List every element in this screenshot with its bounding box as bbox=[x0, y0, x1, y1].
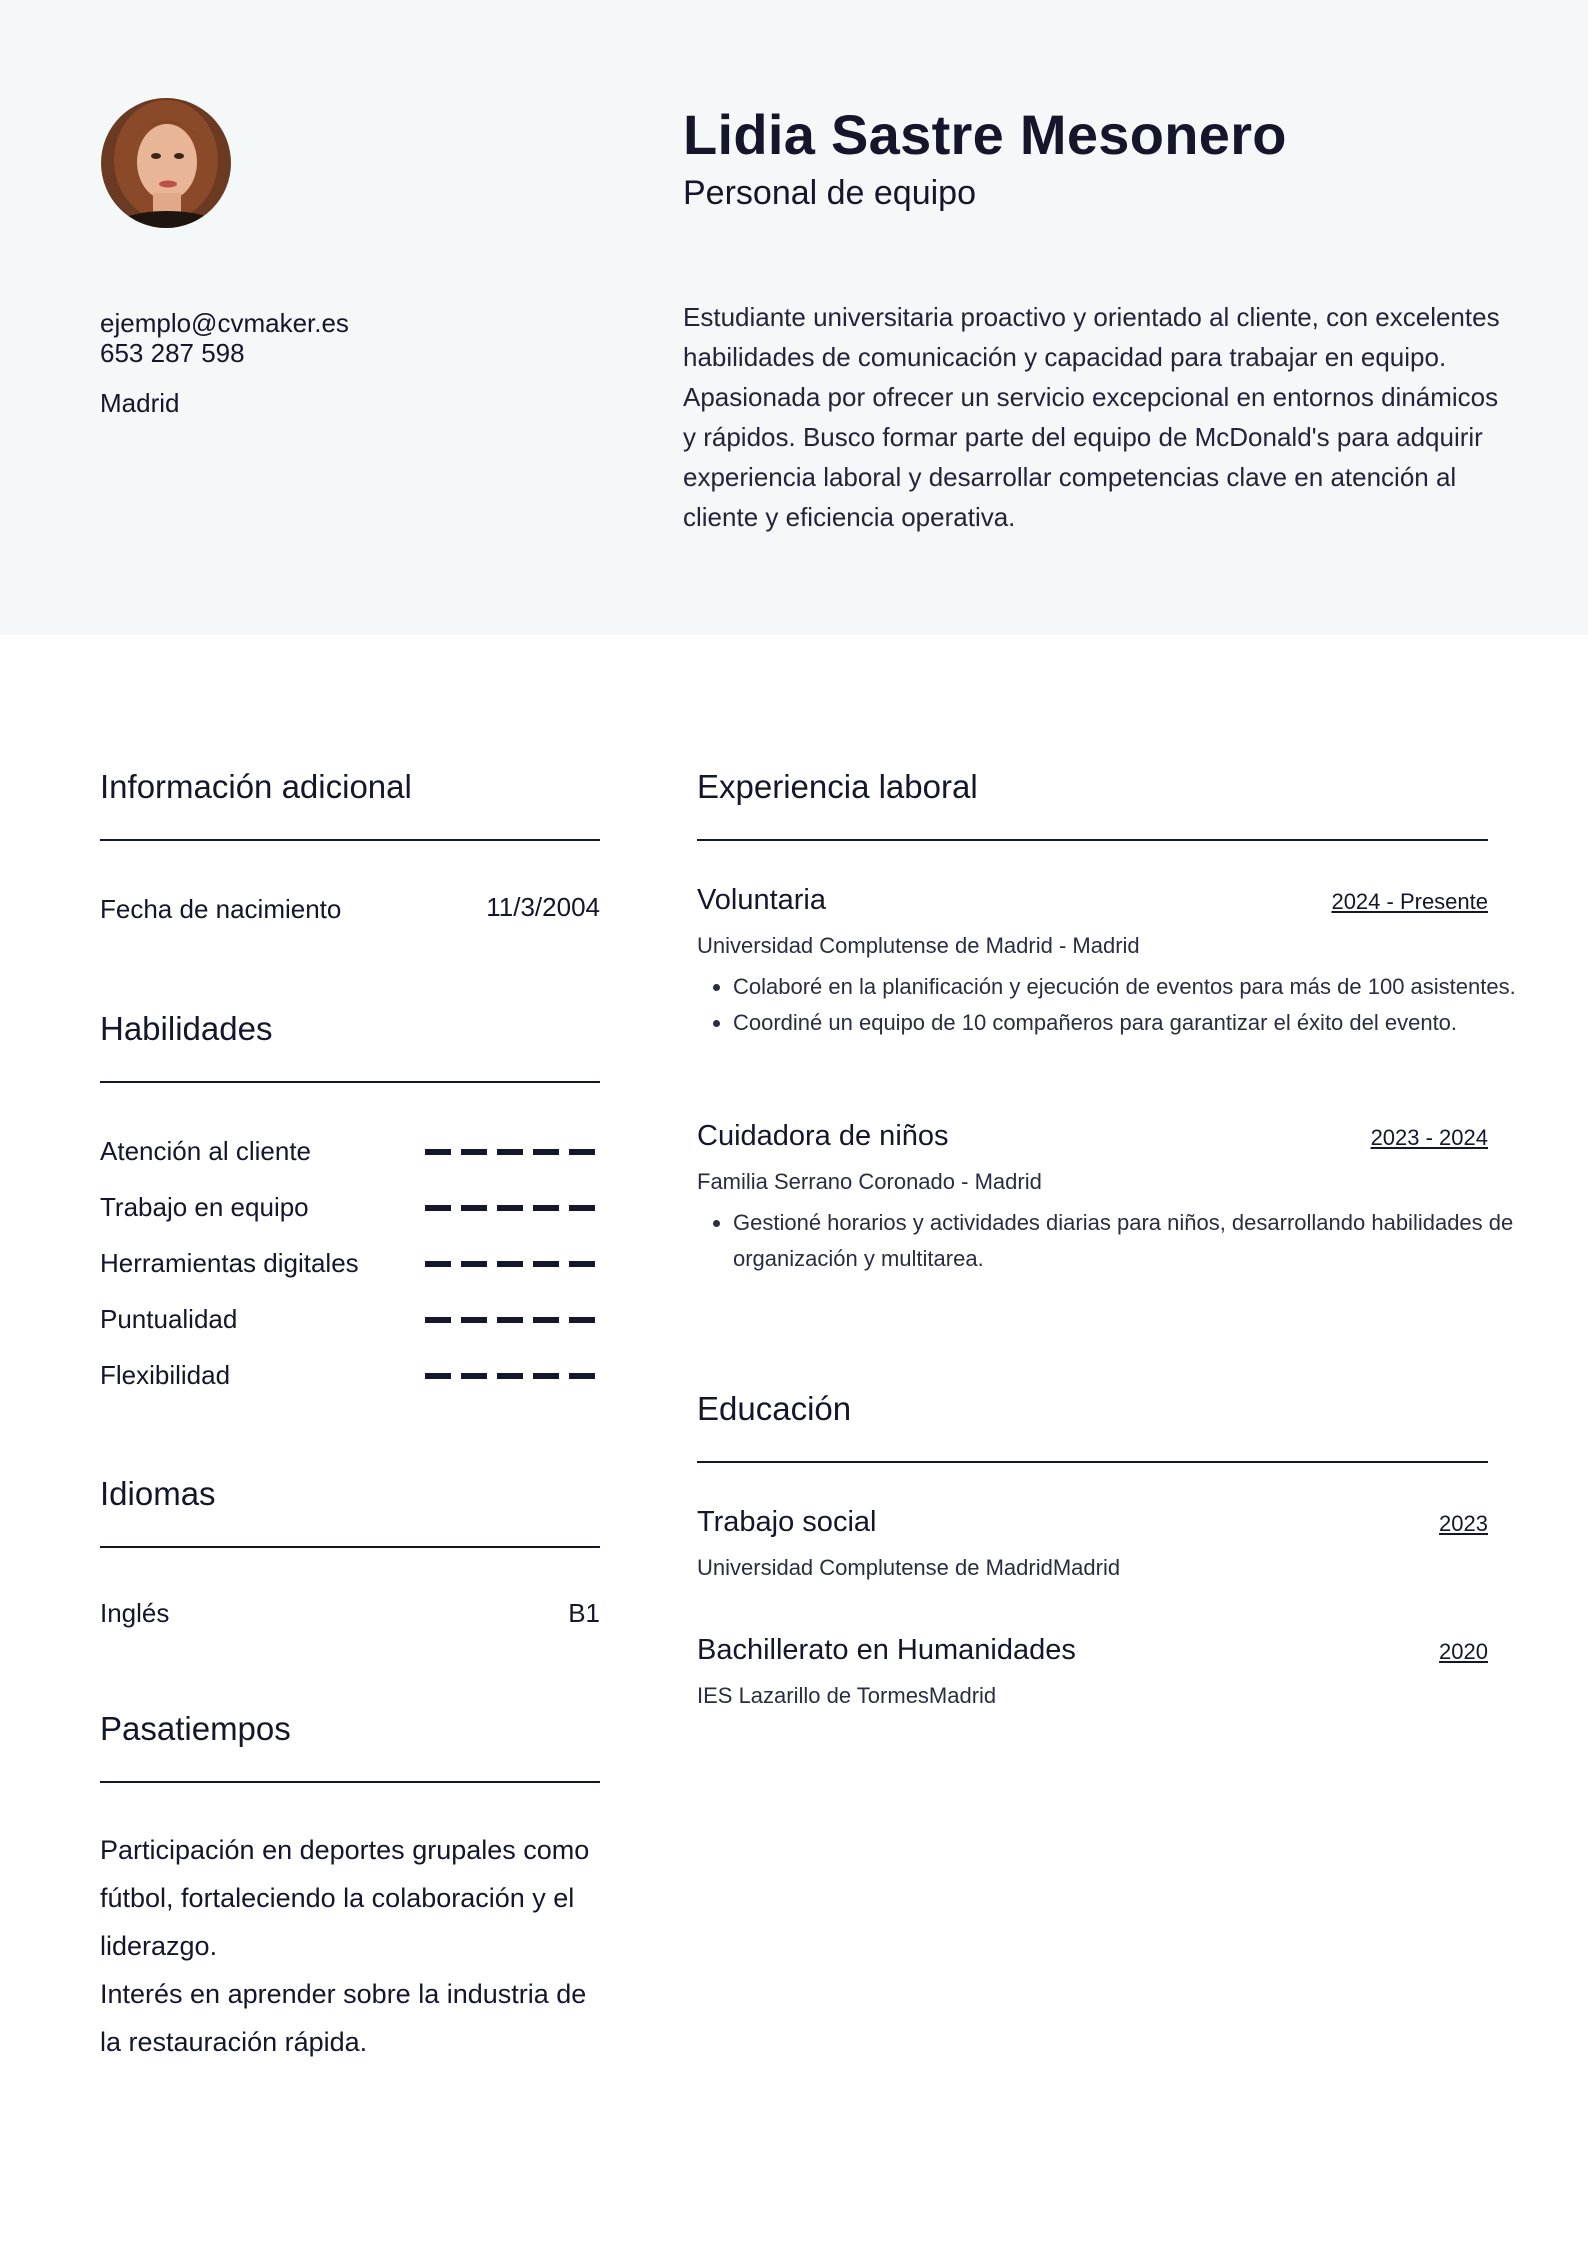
skill-level-dash bbox=[425, 1261, 451, 1267]
birth-date-label: Fecha de nacimiento bbox=[100, 894, 342, 924]
skill-name: Atención al cliente bbox=[100, 1136, 312, 1166]
section-title-experience: Experiencia laboral bbox=[697, 768, 978, 805]
skill-level-meter bbox=[425, 1317, 595, 1323]
section-title-hobbies: Pasatiempos bbox=[100, 1710, 291, 1747]
skill-level-meter bbox=[425, 1261, 595, 1267]
experience-dates: 2024 - Presente bbox=[1331, 889, 1488, 914]
skill-level-dash bbox=[533, 1149, 559, 1155]
experience-organization: Familia Serrano Coronado - Madrid bbox=[697, 1169, 1042, 1194]
skill-level-dash bbox=[569, 1205, 595, 1211]
skill-level-dash bbox=[569, 1149, 595, 1155]
candidate-name: Lidia Sastre Mesonero bbox=[683, 103, 1287, 166]
divider bbox=[100, 1781, 600, 1783]
skill-level-dash bbox=[425, 1317, 451, 1323]
job-title: Personal de equipo bbox=[683, 174, 977, 212]
skill-level-dash bbox=[461, 1149, 487, 1155]
divider bbox=[100, 1081, 600, 1083]
list-item: • Coordiné un equipo de 10 compañeros para garantizar el éxito del evento. bbox=[733, 1005, 1533, 1041]
skill-level-meter bbox=[425, 1205, 595, 1211]
hobbies-text bbox=[100, 1826, 605, 2066]
education-institution: IES Lazarillo de TormesMadrid bbox=[697, 1683, 997, 1708]
skill-name: Herramientas digitales bbox=[100, 1248, 359, 1278]
skill-name: Flexibilidad bbox=[100, 1360, 231, 1390]
experience-title: Voluntaria bbox=[697, 884, 826, 916]
hobby-line: Interés en aprender sobre la industria de la restauración rápida. bbox=[100, 1979, 587, 2057]
skill-level-meter bbox=[425, 1149, 595, 1155]
skill-level-dash bbox=[497, 1373, 523, 1379]
experience-organization: Universidad Complutense de Madrid - Madrid bbox=[697, 933, 1140, 958]
skill-level-dash bbox=[497, 1317, 523, 1323]
education-year: 2023 bbox=[1439, 1511, 1488, 1536]
education-year: 2020 bbox=[1439, 1639, 1488, 1664]
skill-level-dash bbox=[497, 1205, 523, 1211]
profile-summary: Estudiante universitaria proactivo y orientado al cliente, con excelentes habilidades de comunicación y capacidad para trabajar en equipo. Apasionada por ofrecer un servicio excepcional en entornos dinámicos y rápidos. Busco formar parte del equipo de McDonald's para adquirir experiencia laboral y desarrollar competencias clave en atención al cliente y eficiencia operativa. bbox=[683, 302, 1500, 532]
list-item: • Gestioné horarios y actividades diarias para niños, desarrollando habilidades de organización y multitarea. bbox=[733, 1205, 1533, 1277]
skill-level-dash bbox=[461, 1205, 487, 1211]
section-title-languages: Idiomas bbox=[100, 1475, 216, 1512]
skill-level-dash bbox=[533, 1205, 559, 1211]
phone[interactable]: 653 287 598 bbox=[100, 338, 245, 368]
section-title-education: Educación bbox=[697, 1390, 852, 1427]
birth-date-value: 11/3/2004 bbox=[486, 892, 600, 922]
skill-name: Trabajo en equipo bbox=[100, 1192, 309, 1222]
email[interactable]: ejemplo@cvmaker.es bbox=[100, 308, 349, 338]
education-institution: Universidad Complutense de MadridMadrid bbox=[697, 1555, 1121, 1580]
skill-level-dash bbox=[461, 1317, 487, 1323]
divider bbox=[100, 1546, 600, 1548]
language-name: Inglés bbox=[100, 1598, 170, 1628]
section-title-additional: Información adicional bbox=[100, 768, 412, 805]
skill-level-dash bbox=[425, 1205, 451, 1211]
skill-level-dash bbox=[497, 1261, 523, 1267]
divider bbox=[697, 839, 1488, 841]
skill-level-dash bbox=[533, 1317, 559, 1323]
skill-level-dash bbox=[425, 1149, 451, 1155]
skill-level-dash bbox=[425, 1373, 451, 1379]
skill-level-dash bbox=[461, 1373, 487, 1379]
avatar bbox=[101, 98, 231, 228]
education-title: Trabajo social bbox=[697, 1506, 877, 1538]
divider bbox=[697, 1461, 1488, 1463]
experience-bullets bbox=[697, 1205, 1533, 1277]
list-item: • Colaboré en la planificación y ejecución de eventos para más de 100 asistentes. bbox=[733, 969, 1533, 1005]
experience-title: Cuidadora de niños bbox=[697, 1120, 949, 1152]
skill-level-dash bbox=[533, 1373, 559, 1379]
skill-level-dash bbox=[533, 1261, 559, 1267]
header-band bbox=[0, 0, 1588, 635]
education-title: Bachillerato en Humanidades bbox=[697, 1634, 1076, 1666]
skill-name: Puntualidad bbox=[100, 1304, 238, 1334]
profile-photo bbox=[101, 98, 231, 228]
hobby-line: Participación en deportes grupales como fútbol, fortaleciendo la colaboración y el liderazgo. bbox=[100, 1835, 590, 1961]
experience-bullets bbox=[697, 969, 1533, 1041]
divider bbox=[100, 839, 600, 841]
skill-level-dash bbox=[569, 1373, 595, 1379]
experience-dates: 2023 - 2024 bbox=[1370, 1125, 1488, 1150]
city: Madrid bbox=[100, 388, 180, 418]
skill-level-dash bbox=[461, 1261, 487, 1267]
skill-level-dash bbox=[497, 1149, 523, 1155]
section-title-skills: Habilidades bbox=[100, 1010, 273, 1047]
skill-level-dash bbox=[569, 1317, 595, 1323]
skill-level-dash bbox=[569, 1261, 595, 1267]
skill-level-meter bbox=[425, 1373, 595, 1379]
language-level: B1 bbox=[568, 1598, 600, 1628]
